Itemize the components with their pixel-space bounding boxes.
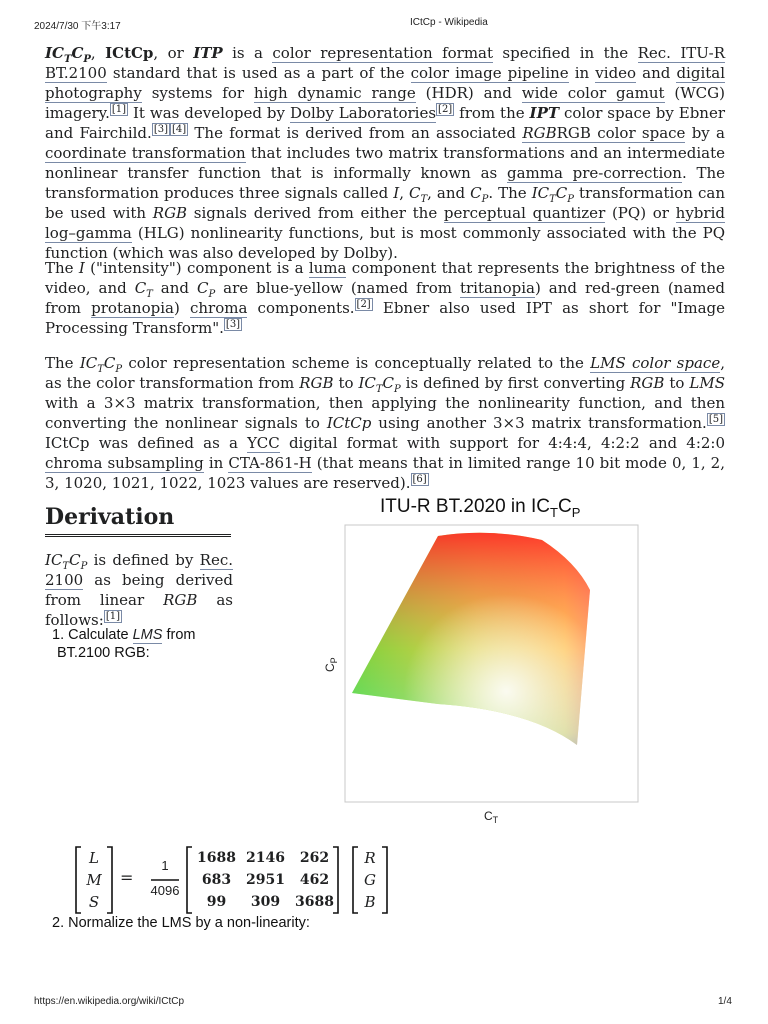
link-cta-861-h[interactable]: CTA-861-H — [228, 454, 312, 472]
ref-2[interactable]: [2] — [438, 104, 453, 115]
lms-matrix-equation — [75, 845, 395, 915]
link-rgb-color-space[interactable]: RGBRGB color space — [522, 124, 686, 142]
fraction-denominator: 4096 — [150, 883, 180, 898]
link-protanopia[interactable]: protanopia — [91, 299, 174, 317]
link-digital-photography[interactable]: digital photography — [45, 64, 726, 102]
ref-5[interactable]: [5] — [708, 414, 723, 425]
print-page-title: ICtCp - Wikipedia — [410, 17, 488, 28]
rgb-vector: R G B — [364, 849, 376, 911]
link-ycc[interactable]: YCC — [247, 434, 280, 452]
link-gamma-pre-correction[interactable]: gamma pre-correction — [506, 164, 682, 182]
term-ictcp: $IC_TC_P$ — [45, 44, 91, 65]
x-axis-label: $C_T$ — [484, 809, 499, 825]
link-rec-bt2100[interactable]: Rec. ITU-R BT.2100 — [45, 44, 725, 82]
ictcp-gamut-figure — [323, 490, 650, 830]
link-color-representation-format[interactable]: color representation format — [272, 44, 494, 62]
link-lms[interactable]: LMS — [132, 627, 163, 643]
term-itp: ITP — [193, 44, 223, 62]
link-perceptual-quantizer[interactable]: perceptual quantizer — [443, 204, 606, 222]
equals-sign: = — [120, 868, 134, 887]
link-hybrid-log-gamma[interactable]: hybrid log–gamma — [45, 204, 725, 242]
link-luma[interactable]: luma — [308, 259, 347, 277]
link-coordinate-transformation[interactable]: coordinate transformation — [45, 144, 246, 162]
ref-3[interactable]: [3] — [153, 124, 168, 135]
ref-2b[interactable]: [2] — [356, 299, 371, 310]
ref-4[interactable]: [4] — [171, 124, 187, 135]
ref-3b[interactable]: [3] — [225, 319, 241, 330]
step-2: 2. Normalize the LMS by a non-linearity: — [52, 915, 310, 931]
link-chroma[interactable]: chroma — [189, 299, 248, 317]
link-tritanopia[interactable]: tritanopia — [459, 279, 535, 297]
link-rec-2100[interactable]: Rec. 2100 — [45, 551, 233, 589]
link-wide-color-gamut[interactable]: wide color gamut — [521, 84, 665, 102]
ref-1[interactable]: [1] — [111, 104, 127, 115]
y-axis-label: $C_P$ — [323, 657, 339, 672]
print-url: https://en.wikipedia.org/wiki/ICtCp — [34, 996, 185, 1007]
coefficient-matrix: 1688 2146 262 683 2951 462 99 309 3688 — [197, 850, 334, 910]
intensity-paragraph: The I ("intensity") component is a luma component that represents the brightness of the video, and $C_T$ and $C_P$ are blue-yellow (named from tritanopia) and red-green (named from protanopia) chroma components. [2] Ebner also used IPT as short for "Image Processing Transform". [3] — [45, 259, 726, 337]
lms-vector: L M S — [86, 849, 102, 911]
link-lms-color-space[interactable]: LMS color space — [590, 354, 721, 372]
term-ictcp-alt: ICtCp — [105, 44, 154, 62]
derivation-heading: Derivation — [45, 504, 231, 537]
derivation-intro: $IC_TC_P$ is defined by Rec. 2100 as being derived from linear RGB as follows: [1] — [45, 551, 233, 629]
link-color-image-pipeline[interactable]: color image pipeline — [410, 64, 569, 82]
link-chroma-subsampling[interactable]: chroma subsampling — [45, 454, 204, 472]
link-video[interactable]: video — [595, 64, 637, 82]
print-datetime: 2024/7/30 下午3:17 — [34, 21, 121, 32]
figure-title: ITU-R BT.2020 in $IC_TC_P$ — [380, 496, 581, 520]
print-page-number: 1/4 — [718, 996, 732, 1007]
lms-paragraph: The $IC_TC_P$ color representation scheme is conceptually related to the LMS color space, as the color transformation from RGB to $IC_TC_P$ is defined by first converting RGB to LMS with a 3×3 matrix transformation, then applying the nonlinearity function, and then converting the nonlinear signals to ICtCp using another 3×3 matrix transformation. [5] ICtCp was defined as a YCC digital format with support for 4:4:4, 4:2:2 and 4:2:0 chroma subsampling in CTA-861-H (that means that in limited range 10 bit mode 0, 1, 2, 3, 1020, 1021, 1022, 1023 values are reserved). [6] — [45, 354, 726, 492]
fraction-numerator: 1 — [161, 858, 169, 873]
step-1: 1. Calculate LMS from BT.2100 RGB: — [52, 627, 196, 661]
ref-6[interactable]: [6] — [412, 474, 427, 485]
ref-1b[interactable]: [1] — [105, 611, 120, 622]
link-high-dynamic-range[interactable]: high dynamic range — [253, 84, 416, 102]
intro-paragraph: $IC_TC_P$, ICtCp, or ITP is a color representation format specified in the Rec. ITU-R BT.2100 standard that is used as a part of the color image pipeline in video and digital photography systems for high dynamic range (HDR) and wide color gamut (WCG) imagery. [1] It was developed by Dolby Laboratories [2] from the IPT color space by Ebner and Fairchild. [3] [4] The format is derived from an associated RGBRGB color space by a coordinate transformation that includes two matrix transformations and an intermediate nonlinear transfer function that is informally known as gamma pre-correction. The transformation produces three signals called I, $C_T$, and $C_P$. The $IC_TC_P$ transformation can be used with RGB signals derived from either the perceptual quantizer (PQ) or hybrid log–gamma (HLG) nonlinearity functions, but is most commonly associated with the PQ function (which was also developed by Dolby). — [45, 44, 726, 262]
link-dolby-laboratories[interactable]: Dolby Laboratories — [289, 104, 437, 122]
